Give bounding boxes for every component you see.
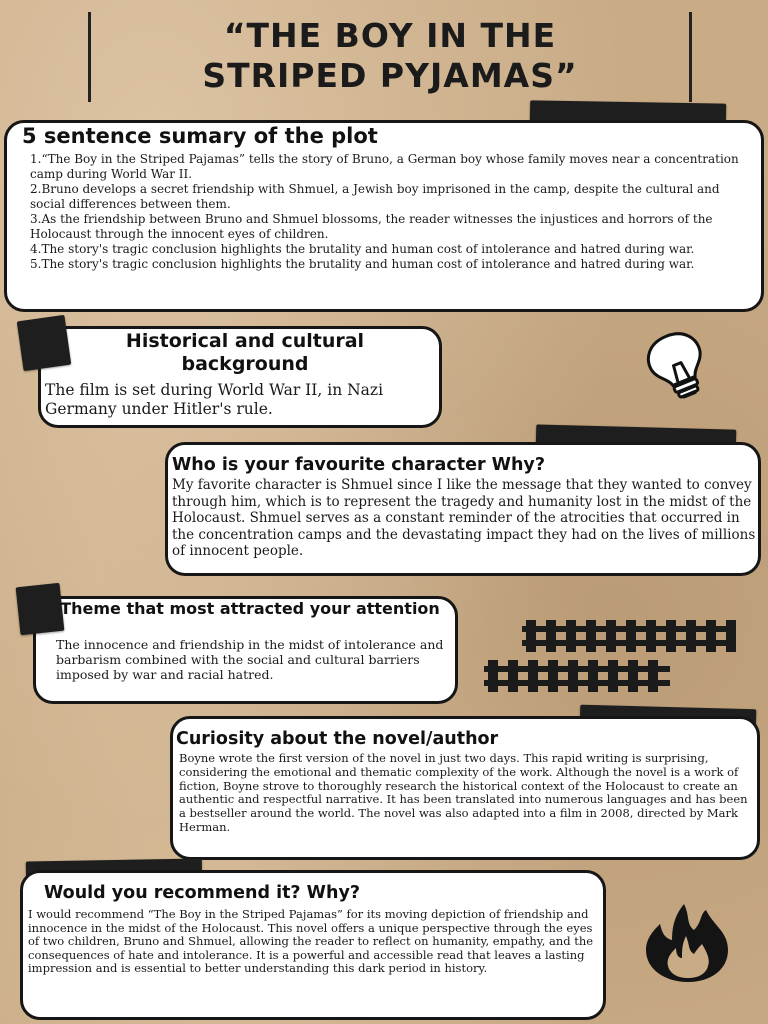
theme-heading: Theme that most attracted your attention (60, 599, 440, 618)
historical-body: The film is set during World War II, in Nazi Germany under Hitler's rule. (45, 381, 384, 418)
historical-heading: Historical and cultural background (125, 330, 365, 375)
page-title (95, 16, 685, 96)
summary-heading: 5 sentence sumary of the plot (22, 124, 378, 148)
summary-item: 1.“The Boy in the Striped Pajamas” tells the story of Bruno, a German boy whose family moves near a concentration camp during World War II. (30, 152, 739, 181)
summary-item: 2.Bruno develops a secret friendship with Shmuel, a Jewish boy imprisoned in the camp, despite the cultural and social differences between them. (30, 182, 720, 211)
curiosity-body: Boyne wrote the first version of the novel in just two days. This rapid writing is surprising, considering the emotional and thematic complexity of the work. Although the novel is a work of fiction, Boyne strove to thoroughly research the historical context of the Holocaust to create an authentic and respectful narrative. It has been translated into numerous languages and has been a bestseller around the world. The novel was also adapted into a film in 2008, directed by Mark Herman. (179, 751, 748, 834)
summary-item: 4.The story's tragic conclusion highlights the brutality and human cost of intolerance and hatred during war. (30, 242, 695, 256)
flame-icon (624, 902, 752, 984)
lightbulb-icon (628, 328, 728, 404)
title-line-1: “THE BOY IN THE (223, 16, 557, 55)
summary-item: 3.As the friendship between Bruno and Shmuel blossoms, the reader witnesses the injustices and horrors of the Holocaust through the innocent eyes of children. (30, 212, 713, 241)
summary-item: 5.The story's tragic conclusion highlights the brutality and human cost of intolerance and hatred during war. (30, 257, 695, 271)
theme-body: The innocence and friendship in the midst of intolerance and barbarism combined with the social and cultural barriers imposed by war and racial hatred. (56, 637, 444, 682)
title-line-2: STRIPED PYJAMAS” (202, 56, 578, 95)
fence-icon (482, 614, 738, 694)
favourite-heading: Who is your favourite character Why? (172, 455, 545, 475)
curiosity-heading: Curiosity about the novel/author (176, 729, 499, 749)
summary-list (30, 152, 750, 272)
favourite-body: My favorite character is Shmuel since I like the message that they wanted to convey through him, which is to represent the tragedy and humanity lost in the midst of the Holocaust. Shmuel serves as a constant reminder of the atrocities that occurred in the concentration camps and the devastating impact they had on the lives of millions of innocent people. (172, 477, 756, 559)
recommend-body: I would recommend “The Boy in the Striped Pajamas” for its moving depiction of friendship and innocence in the midst of the Holocaust. This novel offers a unique perspective through the eyes of two children, Bruno and Shmuel, allowing the reader to reflect on humanity, empathy, and the consequences of hate and intolerance. It is a powerful and accessible read that leaves a lasting impression and is essential to better understanding this dark period in history. (28, 907, 594, 975)
recommend-heading: Would you recommend it? Why? (44, 883, 360, 903)
